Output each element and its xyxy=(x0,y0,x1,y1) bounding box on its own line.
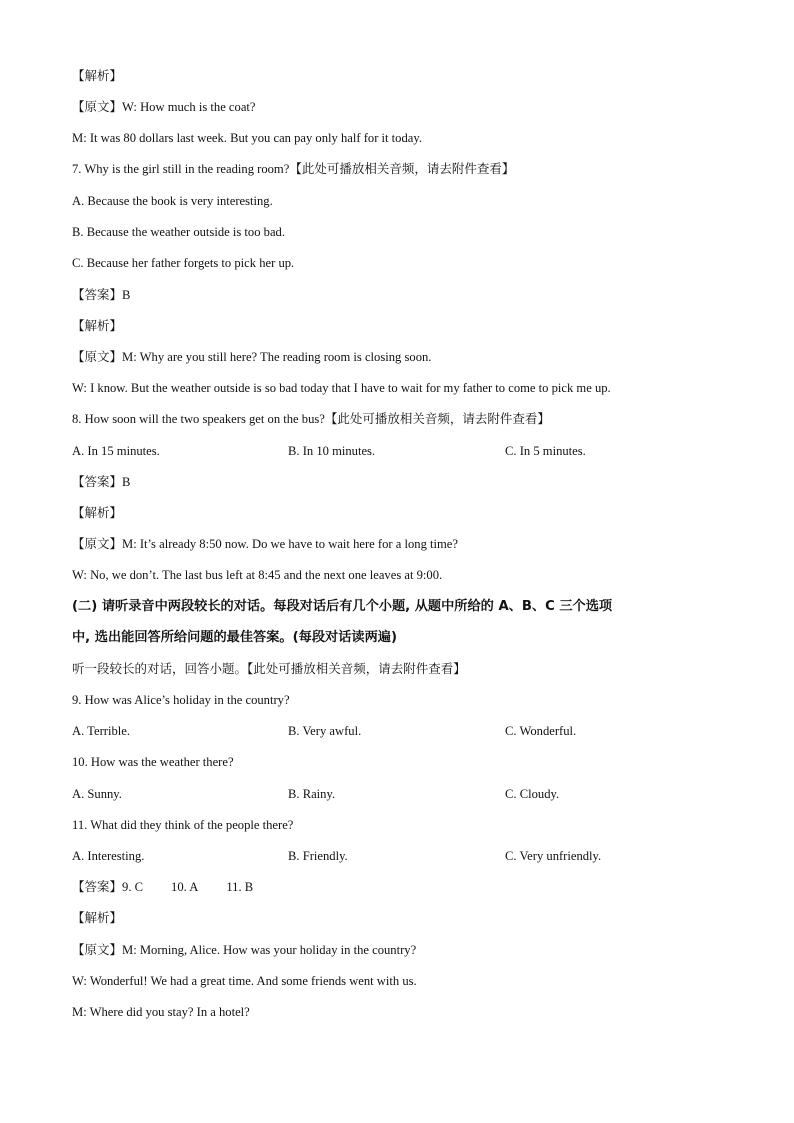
option-item: A. In 15 minutes. xyxy=(72,444,160,458)
transcript-text: M: It’s already 8:50 now. Do we have to wait here for a long time? xyxy=(122,537,458,551)
text-line xyxy=(72,691,290,709)
text-line xyxy=(72,223,285,241)
option-item: C. Very unfriendly. xyxy=(505,849,602,863)
analysis-label xyxy=(72,67,122,85)
analysis-tag: 【解析】 xyxy=(72,910,123,925)
transcript-text: M: Morning, Alice. How was your holiday in the country? xyxy=(122,943,417,957)
answer-value: 9. C xyxy=(122,880,144,894)
option-item: B. Friendly. xyxy=(288,849,348,863)
option-item: C. Cloudy. xyxy=(505,787,560,801)
options-row xyxy=(72,722,722,740)
transcript-tag: 【原文】 xyxy=(72,99,123,114)
transcript-tag: 【原文】 xyxy=(72,349,123,364)
option-item: C. In 5 minutes. xyxy=(505,444,586,458)
section-text: 中, 选出能回答所给问题的最佳答案。(每段对话读两遍) xyxy=(72,630,397,645)
section-heading xyxy=(72,597,612,616)
answer-value: 10. A xyxy=(171,880,199,894)
transcript-line xyxy=(72,98,256,116)
instruction-text: 听一段较长的对话，回答小题。【此处可播放相关音频，请去附件查看】 xyxy=(72,661,466,676)
question-text: 8. How soon will the two speakers get on the bus? xyxy=(72,412,325,426)
analysis-tag: 【解析】 xyxy=(72,505,123,520)
answer-line xyxy=(72,286,130,304)
option-item: C. Wonderful. xyxy=(505,724,577,738)
question-line xyxy=(72,160,514,178)
transcript-text: M: Why are you still here? The reading room is closing soon. xyxy=(122,350,432,364)
line-text: B. Because the weather outside is too bad. xyxy=(72,225,285,239)
answer-value: B xyxy=(122,288,131,302)
section-text: (二) 请听录音中两段较长的对话。每段对话后有几个小题, 从题中所给的 A、B、C 三个选项 xyxy=(72,599,613,614)
transcript-line xyxy=(72,348,431,366)
transcript-tag: 【原文】 xyxy=(72,536,123,551)
line-text: M: Where did you stay? In a hotel? xyxy=(72,1005,250,1019)
option-item: A. Terrible. xyxy=(72,724,130,738)
option-item: A. Sunny. xyxy=(72,787,122,801)
answer-tag: 【答案】 xyxy=(72,474,123,489)
line-text: 11. What did they think of the people there? xyxy=(72,818,294,832)
text-line xyxy=(72,753,234,771)
text-line xyxy=(72,1003,250,1021)
analysis-tag: 【解析】 xyxy=(72,68,123,83)
question-line xyxy=(72,410,550,428)
text-line xyxy=(72,254,294,272)
option-item: B. Very awful. xyxy=(288,724,362,738)
answer-line xyxy=(72,473,130,491)
text-line xyxy=(72,816,293,834)
section-heading xyxy=(72,628,397,647)
instruction-line xyxy=(72,660,466,678)
text-line xyxy=(72,379,611,397)
line-text: C. Because her father forgets to pick her up. xyxy=(72,256,295,270)
question-text: 7. Why is the girl still in the reading room? xyxy=(72,162,290,176)
line-text: A. Because the book is very interesting. xyxy=(72,194,273,208)
line-text: W: Wonderful! We had a great time. And some friends went with us. xyxy=(72,974,417,988)
line-text: M: It was 80 dollars last week. But you can pay only half for it today. xyxy=(72,131,422,145)
option-item: A. Interesting. xyxy=(72,849,145,863)
answer-tag: 【答案】 xyxy=(72,879,123,894)
analysis-tag: 【解析】 xyxy=(72,318,123,333)
options-row xyxy=(72,442,722,460)
analysis-label xyxy=(72,317,122,335)
options-row xyxy=(72,785,722,803)
text-line xyxy=(72,192,273,210)
option-item: B. In 10 minutes. xyxy=(288,444,376,458)
text-line xyxy=(72,566,442,584)
answer-value: B xyxy=(122,475,131,489)
text-line xyxy=(72,972,417,990)
options-row xyxy=(72,847,722,865)
audio-note: 【此处可播放相关音频，请去附件查看】 xyxy=(324,411,550,426)
answer-value: 11. B xyxy=(226,880,254,894)
audio-note: 【此处可播放相关音频，请去附件查看】 xyxy=(289,161,515,176)
transcript-tag: 【原文】 xyxy=(72,942,123,957)
transcript-text: W: How much is the coat? xyxy=(122,100,256,114)
transcript-line xyxy=(72,535,458,553)
transcript-line xyxy=(72,941,416,959)
line-text: W: I know. But the weather outside is so bad today that I have to wait for my father to come to pick me up. xyxy=(72,381,611,395)
line-text: 10. How was the weather there? xyxy=(72,755,234,769)
text-line xyxy=(72,129,422,147)
line-text: 9. How was Alice’s holiday in the country? xyxy=(72,693,290,707)
analysis-label xyxy=(72,909,122,927)
answer-line xyxy=(72,878,253,896)
option-item: B. Rainy. xyxy=(288,787,336,801)
answer-tag: 【答案】 xyxy=(72,287,123,302)
line-text: W: No, we don’t. The last bus left at 8:45 and the next one leaves at 9:00. xyxy=(72,568,443,582)
analysis-label xyxy=(72,504,122,522)
